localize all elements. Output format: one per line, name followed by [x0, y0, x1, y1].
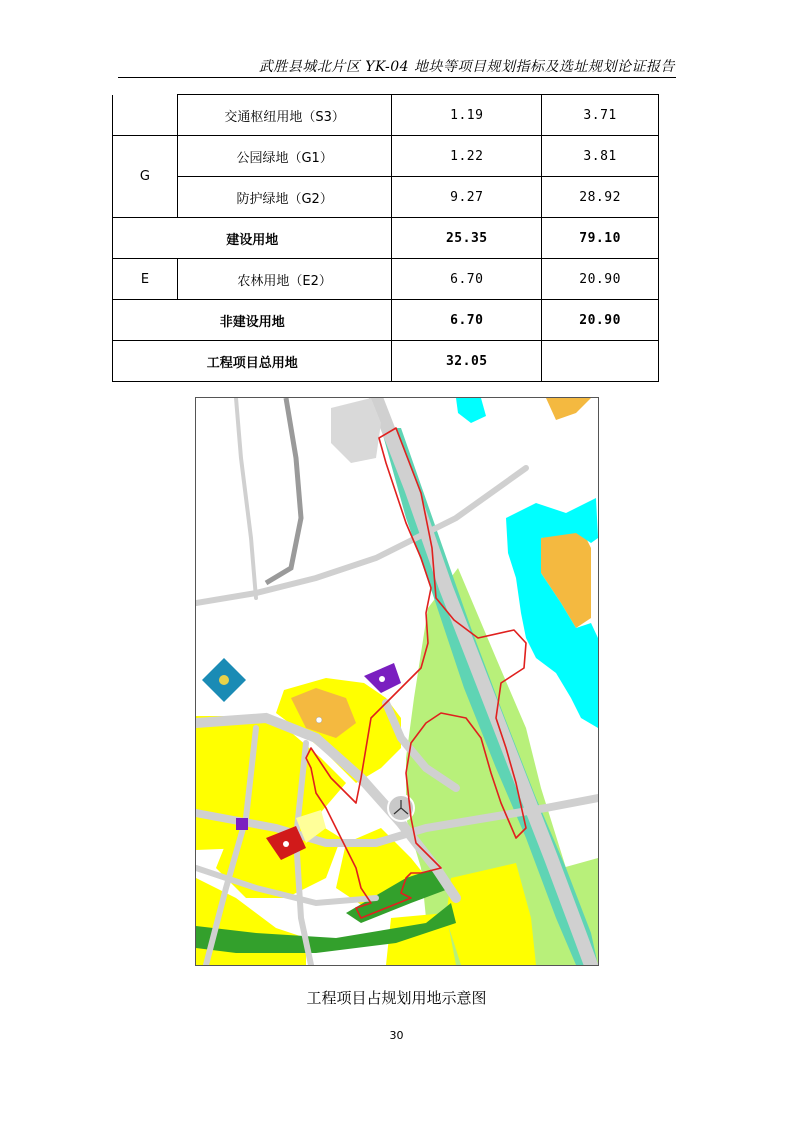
table-cell-percent: 79.10: [542, 218, 659, 259]
table-cell-name: 公园绿地（G1）: [177, 136, 392, 177]
table-cell-percent: 20.90: [542, 259, 659, 300]
header-divider: [118, 77, 676, 78]
table-cell-area: 32.05: [392, 341, 542, 382]
table-cell-name: 防护绿地（G2）: [177, 177, 392, 218]
table-row: [113, 95, 659, 136]
table-cell-percent: 3.81: [542, 136, 659, 177]
land-use-map: [195, 397, 599, 966]
table-row: [113, 218, 659, 259]
table-cell-percent: 20.90: [542, 300, 659, 341]
table-cell-area: 9.27: [392, 177, 542, 218]
land-use-map-canvas: [196, 398, 598, 965]
table-cell-category: [113, 95, 178, 136]
table-cell-category: G: [113, 136, 178, 218]
table-cell-name: 工程项目总用地: [113, 341, 392, 382]
table-cell-area: 1.19: [392, 95, 542, 136]
table-row: [113, 136, 659, 177]
table-row: [113, 300, 659, 341]
table-cell-percent: 3.71: [542, 95, 659, 136]
public-service-site: [236, 818, 248, 830]
table-cell-area: 1.22: [392, 136, 542, 177]
table-cell-name: 农林用地（E2）: [177, 259, 392, 300]
table-cell-category: E: [113, 259, 178, 300]
land-use-table: [112, 94, 659, 382]
table-cell-percent: [542, 341, 659, 382]
table-cell-percent: 28.92: [542, 177, 659, 218]
table-cell-name: 建设用地: [113, 218, 392, 259]
page-number: 30: [389, 1029, 404, 1042]
table-cell-area: 6.70: [392, 300, 542, 341]
document-header-title: 武胜县城北片区 YK-04 地块等项目规划指标及选址规划论证报告: [258, 59, 675, 75]
table-row: [113, 341, 659, 382]
table-row: [113, 259, 659, 300]
table-cell-name: 交通枢纽用地（S3）: [177, 95, 392, 136]
table-row: [113, 177, 659, 218]
table-cell-name: 非建设用地: [113, 300, 392, 341]
table-cell-area: 25.35: [392, 218, 542, 259]
table-cell-area: 6.70: [392, 259, 542, 300]
figure-caption: 工程项目占规划用地示意图: [306, 989, 487, 1007]
